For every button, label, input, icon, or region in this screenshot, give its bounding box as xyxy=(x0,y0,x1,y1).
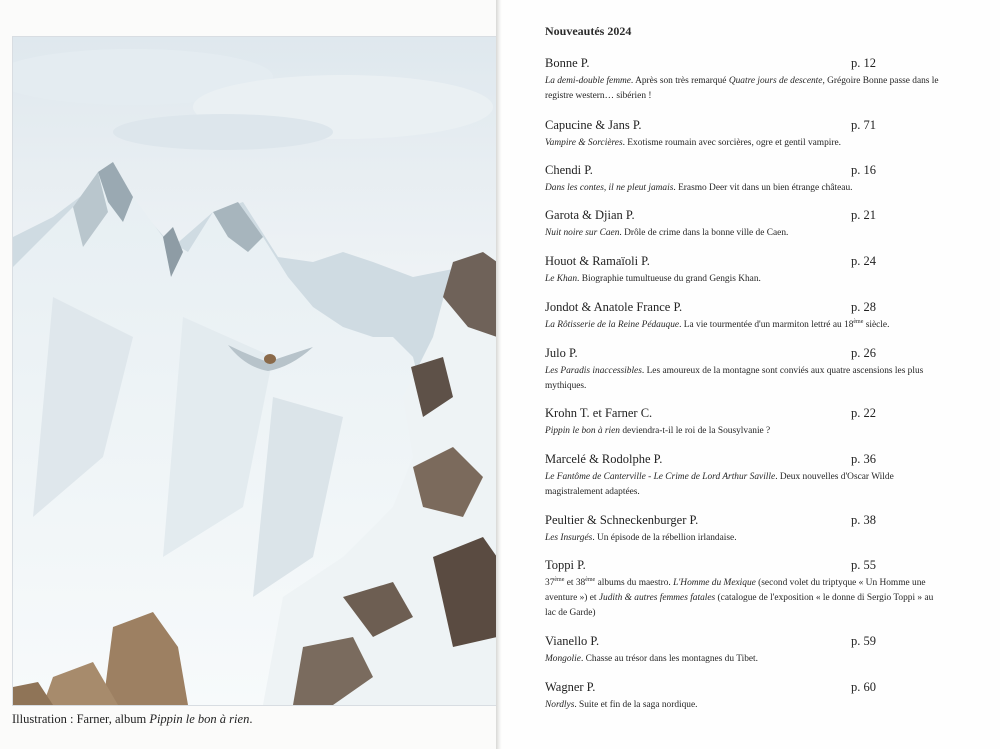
list-item xyxy=(545,558,945,621)
right-page xyxy=(502,0,1000,749)
entry-page: p. 55 xyxy=(851,558,876,572)
entry-description: 37ème et 38ème albums du maestro. L'Homme du Mexique (second volet du triptyque « Un Homme une aventure ») et Judith & autres femmes fatales (catalogue de l'exposition « le donne di Sergio Toppi » au lac de Garde) xyxy=(545,576,934,618)
entry-author: Chendi P. xyxy=(545,163,593,177)
entry-description: Mongolie. Chasse au trésor dans les montagnes du Tibet. xyxy=(545,654,759,664)
entry-author: Peultier & Schneckenburger P. xyxy=(545,513,699,527)
entry-author: Krohn T. et Farner C. xyxy=(545,406,653,420)
entry-description: La demi-double femme. Après son très remarqué Quatre jours de descente, Grégoire Bonne passe dans le registre western… sibérien ! xyxy=(545,76,939,101)
left-page xyxy=(0,0,498,749)
entry-page: p. 22 xyxy=(851,406,876,420)
entry-description: Le Khan. Biographie tumultueuse du grand Gengis Khan. xyxy=(545,274,761,284)
section-title: Nouveautés 2024 xyxy=(545,24,632,38)
entry-author: Wagner P. xyxy=(545,680,596,694)
entry-author: Marcelé & Rodolphe P. xyxy=(545,452,663,466)
list-item xyxy=(545,254,945,287)
entry-author: Jondot & Anatole France P. xyxy=(545,300,683,314)
entry-author: Bonne P. xyxy=(545,56,590,70)
entry-description: Pippin le bon à rien deviendra-t-il le roi de la Sousylvanie ? xyxy=(545,426,771,436)
entry-page: p. 36 xyxy=(851,452,876,466)
list-item xyxy=(545,406,945,439)
list-item xyxy=(545,118,945,151)
list-item xyxy=(545,163,945,196)
entry-page: p. 26 xyxy=(851,346,876,360)
entry-description: Les Insurgés. Un épisode de la rébellion irlandaise. xyxy=(545,533,737,543)
list-item xyxy=(545,513,945,546)
entry-page: p. 59 xyxy=(851,634,876,648)
caption-title: Pippin le bon à rien xyxy=(149,712,250,726)
entry-description: Vampire & Sorcières. Exotisme roumain avec sorcières, ogre et gentil vampire. xyxy=(545,138,842,148)
entry-page: p. 21 xyxy=(851,208,876,222)
entry-page: p. 38 xyxy=(851,513,876,527)
entry-author: Toppi P. xyxy=(545,558,586,572)
entry-page: p. 71 xyxy=(851,118,876,132)
list-item xyxy=(545,346,945,394)
illustration-caption xyxy=(12,712,252,727)
list-item xyxy=(545,300,945,333)
entry-author: Garota & Djian P. xyxy=(545,208,635,222)
caption-prefix: Illustration : Farner, album xyxy=(12,712,150,726)
entry-description: La Rôtisserie de la Reine Pédauque. La vie tourmentée d'un marmiton lettré au 18ème siècle. xyxy=(545,318,890,330)
entry-description: Nuit noire sur Caen. Drôle de crime dans la bonne ville de Caen. xyxy=(545,228,789,238)
list-item xyxy=(545,680,945,713)
entry-description: Le Fantôme de Canterville - Le Crime de Lord Arthur Saville. Deux nouvelles d'Oscar Wilde magistralement adaptées. xyxy=(545,472,894,497)
entry-description: Les Paradis inaccessibles. Les amoureux de la montagne sont conviés aux quatre ascensions les plus mythiques. xyxy=(545,366,924,391)
entry-page: p. 28 xyxy=(851,300,876,314)
entry-author: Vianello P. xyxy=(545,634,600,648)
entry-description: Nordlys. Suite et fin de la saga nordique. xyxy=(545,700,698,710)
entry-page: p. 24 xyxy=(851,254,876,268)
entry-description: Dans les contes, il ne pleut jamais. Erasmo Deer vit dans un bien étrange château. xyxy=(545,183,853,193)
list-item xyxy=(545,56,945,104)
list-item xyxy=(545,634,945,667)
entry-page: p. 12 xyxy=(851,56,876,70)
list-item xyxy=(545,208,945,241)
caption-suffix: . xyxy=(249,712,253,726)
mountain-illustration xyxy=(12,36,498,706)
entry-page: p. 16 xyxy=(851,163,876,177)
entry-author: Julo P. xyxy=(545,346,578,360)
list-item xyxy=(545,452,945,500)
entry-author: Capucine & Jans P. xyxy=(545,118,642,132)
entry-author: Houot & Ramaïoli P. xyxy=(545,254,650,268)
entry-page: p. 60 xyxy=(851,680,876,694)
